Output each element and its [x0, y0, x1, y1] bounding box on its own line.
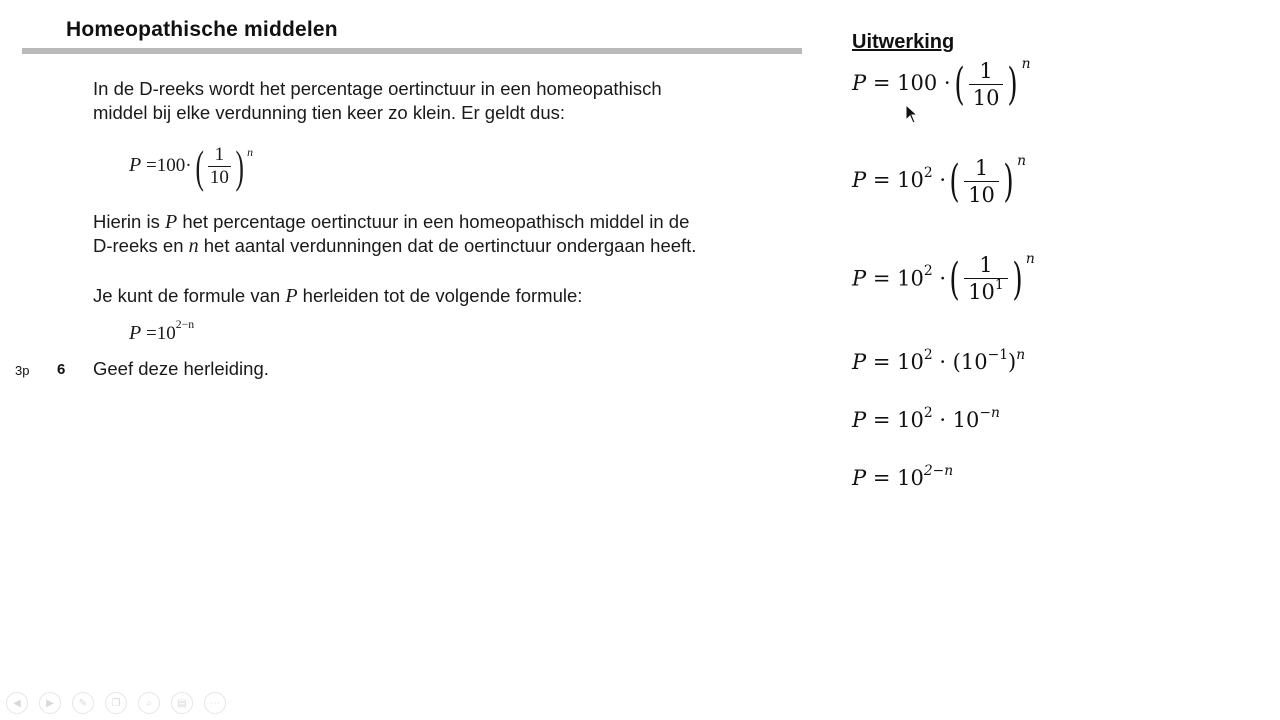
- solution-step-4: [852, 346, 1026, 374]
- paren-open: (: [949, 254, 960, 305]
- exponent: −1: [987, 346, 1009, 363]
- paren-close: ): [1003, 155, 1014, 207]
- text-span: Hierin is: [93, 211, 165, 232]
- exponent: n: [1021, 55, 1031, 72]
- exponent: −n: [979, 404, 1000, 421]
- pen-icon[interactable]: ✎: [72, 692, 94, 714]
- points-label: 3p: [15, 363, 30, 378]
- fraction: [208, 144, 231, 189]
- paragraph-line: [93, 210, 696, 234]
- step-var: P: [852, 168, 867, 192]
- paren-close: ): [235, 141, 244, 192]
- text-span: het aantal verdunningen dat de oertinctuur ondergaan heeft.: [198, 235, 697, 256]
- paragraph-line: [93, 234, 696, 258]
- denominator: 10: [209, 167, 229, 188]
- formula-coef: 100: [156, 154, 186, 176]
- step-rhs: = 10: [872, 466, 924, 490]
- step-rhs: = 10: [872, 350, 924, 374]
- fraction: [964, 155, 999, 208]
- den-exponent: 1: [994, 276, 1004, 293]
- exponent: 2−n: [175, 318, 195, 332]
- numerator: 1: [979, 253, 993, 277]
- numerator: 1: [974, 156, 989, 180]
- step-rhs: ): [1008, 350, 1017, 374]
- formula-target: [129, 318, 195, 345]
- step-var: P: [852, 350, 867, 374]
- formula-eq: =: [145, 154, 157, 176]
- step-rhs: = 100 ·: [872, 71, 951, 95]
- problem-paragraph-1: [93, 77, 662, 125]
- more-icon[interactable]: ⋯: [204, 692, 226, 714]
- page-title: Homeopathische middelen: [66, 18, 338, 41]
- title-underline-bar: [22, 48, 802, 54]
- solution-heading: Uitwerking: [852, 31, 955, 53]
- denominator: 10: [964, 181, 999, 208]
- fraction: [964, 252, 1008, 308]
- formula-var: P: [129, 153, 142, 176]
- step-rhs: ·: [932, 168, 947, 192]
- step-rhs: = 10: [872, 408, 924, 432]
- step-var: P: [852, 71, 867, 95]
- solution-step-3: [852, 252, 1035, 308]
- back-icon[interactable]: ◀: [6, 692, 28, 714]
- denominator: [964, 278, 1008, 308]
- step-var: P: [852, 408, 867, 432]
- step-rhs: · 10: [932, 408, 980, 432]
- var-p: P: [285, 285, 298, 307]
- fraction: [969, 58, 1004, 111]
- solution-step-2: [852, 152, 1027, 208]
- forward-icon[interactable]: ▶: [39, 692, 61, 714]
- formula-eq: =: [145, 323, 157, 344]
- formula-var: P: [129, 322, 142, 344]
- step-var: P: [852, 266, 867, 291]
- mouse-pointer-icon: [905, 104, 919, 129]
- step-rhs: ·: [932, 266, 947, 291]
- text-span: herleiden tot de volgende formule:: [297, 285, 583, 306]
- paragraph-line: middel bij elke verdunning tien keer zo klein. Er geldt dus:: [93, 102, 566, 123]
- var-p: P: [164, 211, 178, 233]
- text-span: Je kunt de formule van: [93, 285, 286, 306]
- step-rhs: · (10: [932, 350, 988, 374]
- exponent: n: [1025, 251, 1035, 268]
- exponent: n: [1017, 152, 1027, 169]
- paren-close: ): [1012, 254, 1023, 305]
- text-span: het percentage oertinctuur in een homeopathisch middel in de: [177, 211, 690, 232]
- formula-p-100: [129, 140, 253, 193]
- var-n: n: [188, 235, 199, 257]
- exponent: n: [247, 145, 254, 159]
- numerator: 1: [979, 59, 993, 83]
- question-number: 6: [57, 361, 66, 378]
- copy-icon[interactable]: ❐: [105, 692, 127, 714]
- formula-dot: ·: [185, 154, 192, 176]
- step-rhs: = 10: [872, 168, 924, 192]
- exponent: 2: [923, 346, 933, 363]
- paragraph-line: In de D-reeks wordt het percentage oertinctuur in een homeopathisch: [93, 78, 662, 99]
- text-span: D-reeks en: [93, 235, 189, 256]
- solution-step-5: [852, 404, 1000, 432]
- exponent: n: [1016, 346, 1026, 363]
- paren-open: (: [949, 155, 960, 207]
- solution-step-1: [852, 55, 1031, 111]
- denominator: 10: [969, 84, 1004, 111]
- numerator: 1: [214, 144, 225, 165]
- step-var: P: [852, 466, 867, 490]
- step-rhs: = 10: [872, 266, 924, 291]
- exponent: 2: [923, 263, 933, 280]
- solution-step-6: [852, 462, 954, 490]
- paren-close: ): [1007, 58, 1019, 110]
- problem-paragraph-3: [93, 284, 582, 308]
- problem-paragraph-2: [93, 210, 696, 258]
- paren-open: (: [194, 141, 204, 192]
- exponent: 2: [923, 404, 933, 421]
- question-text: Geef deze herleiding.: [93, 358, 269, 379]
- exponent: 2−n: [923, 462, 954, 479]
- zoom-icon[interactable]: ⌕: [138, 692, 160, 714]
- paren-open: (: [953, 58, 965, 110]
- den-base: 10: [968, 280, 995, 304]
- slides-icon[interactable]: ▤: [171, 692, 193, 714]
- slideshow-toolbar: [6, 692, 226, 714]
- formula-base: 10: [156, 323, 176, 344]
- exponent: 2: [923, 164, 933, 181]
